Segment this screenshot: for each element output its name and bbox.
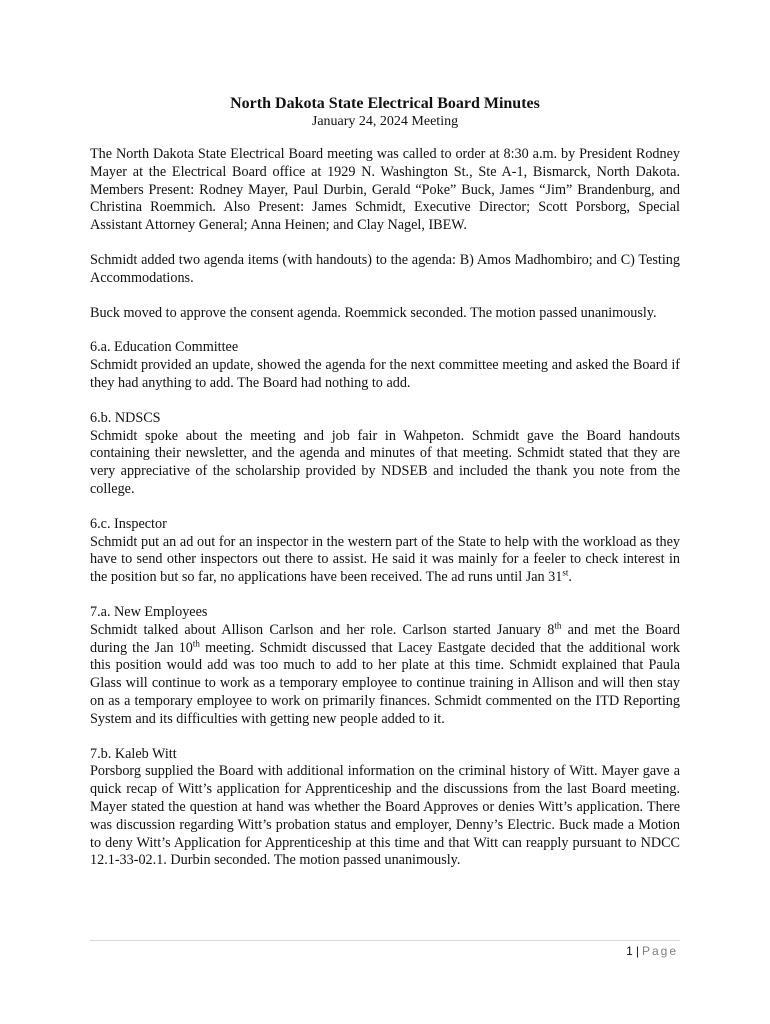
agenda-paragraph: Schmidt added two agenda items (with handouts) to the agenda: B) Amos Madhombiro; and C) Testing Accommodations. [90, 251, 680, 286]
ordinal-suffix: th [554, 620, 562, 630]
meeting-date: January 24, 2024 Meeting [311, 114, 459, 129]
section-body [90, 622, 680, 729]
section-inspector [90, 516, 680, 587]
section-heading: 6.c. Inspector [90, 515, 167, 532]
section-text: and met the Board during the Jan 10 [90, 621, 681, 656]
footer-separator: | [635, 944, 639, 958]
ordinal-suffix: th [192, 637, 200, 648]
section-body: Schmidt provided an update, showed the agenda for the next committee meeting and asked the Board if they had anything to add. The Board had nothing to add. [90, 357, 680, 391]
section-heading: 6.b. NDSCS [90, 409, 161, 426]
document-page [90, 94, 680, 887]
section-heading: 7.a. New Employees [90, 603, 208, 620]
document-title: North Dakota State Electrical Board Minutes [230, 95, 540, 112]
page-number: 1 [626, 944, 633, 958]
section-education-committee [90, 339, 680, 392]
page-label: Page [641, 944, 678, 958]
ordinal-suffix: st [562, 567, 569, 578]
section-new-employees [90, 604, 680, 729]
intro-paragraph: The North Dakota State Electrical Board meeting was called to order at 8:30 a.m. by President Rodney Mayer at the Electrical Board office at 1929 N. Washington St., Ste A-1, Bismarck, North Dakota. Members Present: Rodney Mayer, Paul Durbin, Gerald “Poke” Buck, James “Jim” Brandenburg, and Christina Roemmich. Also Present: James Schmidt, Executive Director; Scott Porsborg, Special Assistant Attorney General; Anna Heinen; and Clay Nagel, IBEW. [90, 146, 680, 234]
section-ndscs [90, 410, 680, 499]
section-text-end: . [568, 569, 572, 586]
section-heading: 6.a. Education Committee [90, 339, 239, 356]
page-footer [626, 944, 678, 958]
consent-paragraph: Buck moved to approve the consent agenda. Roemmick seconded. The motion passed unanimously. [90, 304, 657, 321]
section-body: Schmidt spoke about the meeting and job fair in Wahpeton. Schmidt gave the Board handouts containing their newsletter, and the agenda and minutes of that meeting. Schmidt stated that they are very appreciative of the scholarship provided by NDSEB and included the thank you note from the college. [90, 427, 680, 497]
section-text: Schmidt put an ad out for an inspector in the western part of the State to help with the workload as they have to send other inspectors out there to assist. He said it was mainly for a feeler to check interest in the position but so far, no applications have been received. The ad runs until Jan 31 [90, 533, 680, 586]
footer-divider [90, 940, 680, 941]
section-body: Porsborg supplied the Board with additional information on the criminal history of Witt. Mayer gave a quick recap of Witt’s application for Apprenticeship and the discussions from the last Board meeting. Mayer stated the question at hand was whether the Board Approves or denies Witt’s application. There was discussion regarding Witt’s probation status and employer, Denny’s Electric. Buck made a Motion to deny Witt’s Application for Apprenticeship at this time and that Witt can reapply pursuant to NDCC 12.1-33-02.1. Durbin seconded. The motion passed unanimously. [90, 763, 680, 869]
section-text: meeting. Schmidt discussed that Lacey Eastgate decided that the additional work this position would add was too much to add to her plate at this time. Schmidt explained that Paula Glass will continue to work as a temporary employee to continue training in Allison and will then stay on as a temporary employee to work on primarily finances. Schmidt commented on the ITD Reporting System and its difficulties with getting new people added to it. [90, 639, 680, 727]
section-body [90, 534, 680, 587]
section-heading: 7.b. Kaleb Witt [90, 745, 177, 762]
section-text: Schmidt talked about Allison Carlson and her role. Carlson started January 8 [90, 621, 555, 638]
section-kaleb-witt [90, 746, 680, 871]
